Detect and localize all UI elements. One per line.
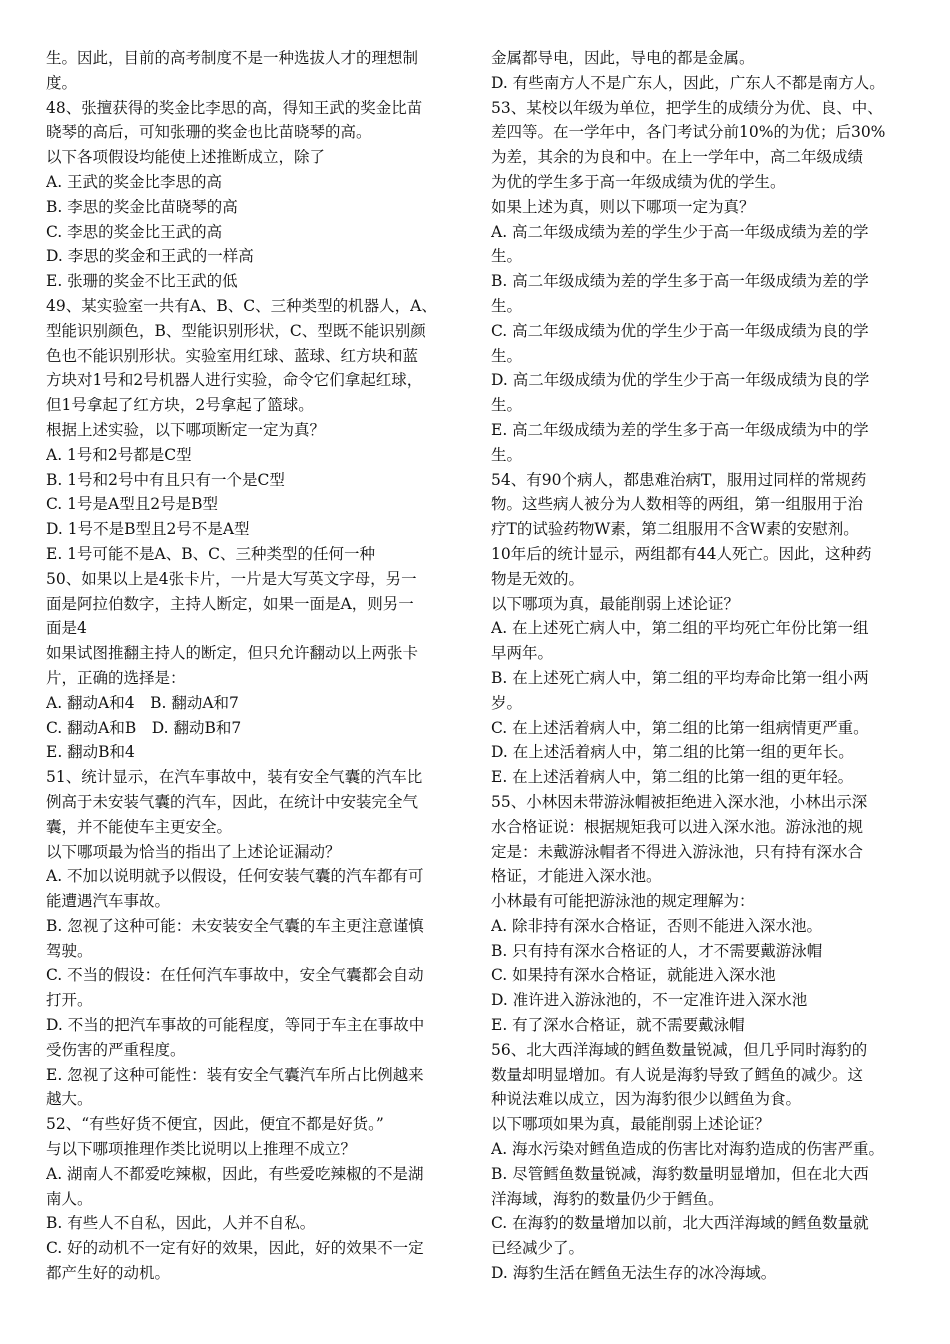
text-line: 54、有90个病人，都患难治病T，服用过同样的常规药: [491, 470, 867, 489]
text-line: C. 好的动机不一定有好的效果，因此，好的效果不一定: [46, 1239, 424, 1258]
text-line: A. 在上述死亡病人中，第二组的平均死亡年份比第一组: [491, 619, 869, 638]
text-line: 如果试图推翻主持人的断定，但只允许翻动以上两张卡: [46, 644, 419, 663]
text-line: D. 在上述活着病人中，第二组的比第一组的更年长。: [491, 743, 854, 762]
text-line: 面是4: [46, 619, 87, 638]
text-line: 晓琴的高后，可知张珊的奖金也比苗晓琴的高。: [46, 123, 372, 142]
text-line: A. 高二年级成绩为差的学生少于高一年级成绩为差的学: [491, 222, 869, 241]
text-line: D. 李思的奖金和王武的一样高: [46, 247, 254, 266]
text-line: 10年后的统计显示，两组都有44人死亡。因此，这种药: [491, 544, 872, 563]
text-line: 48、张擅获得的奖金比李思的高，得知王武的奖金比苗: [46, 98, 423, 117]
text-line: A. 王武的奖金比李思的高: [46, 172, 223, 191]
text-line: 51、统计显示，在汽车事故中，装有安全气囊的汽车比: [46, 768, 423, 787]
text-line: 差四等。在一学年中，各门考试分前10%的为优；后30%: [491, 123, 886, 142]
text-line: E. 在上述活着病人中，第二组的比第一组的更年轻。: [491, 768, 854, 787]
text-line: 岁。: [491, 693, 523, 712]
text-line: 以下哪项为真，最能削弱上述论证？: [491, 594, 740, 613]
text-line: 以下哪项最为恰当的指出了上述论证漏动？: [46, 842, 341, 861]
text-line: C. 在上述活着病人中，第二组的比第一组病情更严重。: [491, 718, 869, 737]
text-line: 但1号拿起了红方块，2号拿起了篮球。: [46, 396, 314, 415]
text-line: 50、如果以上是4张卡片，一片是大写英文字母，另一: [46, 569, 417, 588]
text-line: B. 高二年级成绩为差的学生多于高一年级成绩为差的学: [491, 272, 869, 291]
text-line: D. 有些南方人不是广东人，因此，广东人不都是南方人。: [491, 73, 885, 92]
text-line: 种说法难以成立，因为海豹很少以鳕鱼为食。: [491, 1090, 802, 1109]
text-line: 生。: [491, 296, 523, 315]
text-line: B. 忽视了这种可能：未安装安全气囊的车主更注意谨慎: [46, 916, 424, 935]
text-line: E. 忽视了这种可能性：装有安全气囊汽车所占比例越来: [46, 1065, 424, 1084]
text-line: B. 在上述死亡病人中，第二组的平均寿命比第一组小两: [491, 668, 869, 687]
text-line: 疗T的试验药物W素，第二组服用不含W素的安慰剂。: [491, 520, 859, 539]
text-line: 数量却明显增加。有人说是海豹导致了鳕鱼的减少。这: [491, 1065, 864, 1084]
text-line: 根据上述实验，以下哪项断定一定为真？: [46, 420, 326, 439]
text-line: 早两年。: [491, 644, 554, 663]
text-line: 生。: [491, 247, 523, 266]
text-line: 如果上述为真，则以下哪项一定为真？: [491, 197, 755, 216]
text-line: B. 1号和2号中有且只有一个是C型: [46, 470, 285, 489]
right-text-column: [491, 46, 911, 1286]
text-line: 色也不能识别形状。实验室用红球、蓝球、红方块和蓝: [46, 346, 419, 365]
text-line: 物。这些病人被分为人数相等的两组，第一组服用于治: [491, 495, 864, 514]
text-line: C. 1号是A型且2号是B型: [46, 495, 218, 514]
left-text-column: [46, 46, 466, 1286]
text-line: 已经减少了。: [491, 1239, 585, 1258]
text-line: C. 高二年级成绩为优的学生少于高一年级成绩为良的学: [491, 321, 869, 340]
text-line: 以下哪项如果为真，最能削弱上述论证？: [491, 1115, 771, 1134]
text-line: 例高于未安装气囊的汽车，因此，在统计中安装完全气: [46, 792, 419, 811]
text-line: 小林最有可能把游泳池的规定理解为：: [491, 892, 755, 911]
text-line: D. 1号不是B型且2号不是A型: [46, 520, 250, 539]
text-line: C. 不当的假设：在任何汽车事故中，安全气囊都会自动: [46, 966, 424, 985]
text-line: 型能识别颜色，B、型能识别形状，C、型既不能识别颜: [46, 321, 426, 340]
text-line: A. 1号和2号都是C型: [46, 445, 192, 464]
text-line: E. 有了深水合格证，就不需要戴泳帽: [491, 1016, 745, 1035]
text-line: 为差，其余的为良和中。在上一学年中，高二年级成绩: [491, 148, 864, 167]
text-line: 55、小林因未带游泳帽被拒绝进入深水池，小林出示深: [491, 792, 868, 811]
text-line: 以下各项假设均能使上述推断成立，除了: [46, 148, 326, 167]
text-line: 定是：未戴游泳帽者不得进入游泳池，只有持有深水合: [491, 842, 864, 861]
text-line: 越大。: [46, 1090, 93, 1109]
text-line: 格证，才能进入深水池。: [491, 867, 662, 886]
text-line: D. 准许进入游泳池的，不一定准许进入深水池: [491, 991, 808, 1010]
text-line: 53、某校以年级为单位，把学生的成绩分为优、良、中、: [491, 98, 883, 117]
text-line: 52、“有些好货不便宜，因此，便宜不都是好货。”: [46, 1115, 384, 1134]
text-line: B. 尽管鳕鱼数量锐减，海豹数量明显增加，但在北大西: [491, 1164, 869, 1183]
text-line: 方块对1号和2号机器人进行实验，命令它们拿起红球，: [46, 371, 423, 390]
text-line: D. 海豹生活在鳕鱼无法生存的冰冷海域。: [491, 1264, 777, 1283]
text-line: B. 李思的奖金比苗晓琴的高: [46, 197, 238, 216]
text-line: E. 高二年级成绩为差的学生多于高一年级成绩为中的学: [491, 420, 869, 439]
text-line: 能遭遇汽车事故。: [46, 892, 171, 911]
text-line: 与以下哪项推理作类比说明以上推理不成立？: [46, 1140, 357, 1159]
text-line: 水合格证说：根据规矩我可以进入深水池。游泳池的规: [491, 817, 864, 836]
text-line: C. 如果持有深水合格证，就能进入深水池: [491, 966, 776, 985]
text-line: A. 湖南人不都爱吃辣椒，因此，有些爱吃辣椒的不是湖: [46, 1164, 424, 1183]
text-line: D. 高二年级成绩为优的学生少于高一年级成绩为良的学: [491, 371, 870, 390]
text-line: 打开。: [46, 991, 93, 1010]
text-line: D. 不当的把汽车事故的可能程度，等同于车主在事故中: [46, 1016, 425, 1035]
text-line: C. 李思的奖金比王武的高: [46, 222, 223, 241]
text-line: B. 只有持有深水合格证的人，才不需要戴游泳帽: [491, 941, 823, 960]
text-line: E. 张珊的奖金不比王武的低: [46, 272, 238, 291]
text-line: A. 不加以说明就予以假设，任何安装气囊的汽车都有可: [46, 867, 424, 886]
text-line: 驾驶。: [46, 941, 93, 960]
text-line: 生。因此，目前的高考制度不是一种选拔人才的理想制: [46, 49, 419, 67]
text-line: 面是阿拉伯数字，主持人断定，如果一面是A，则另一: [46, 594, 414, 613]
text-line: 56、北大西洋海域的鳕鱼数量锐减，但几乎同时海豹的: [491, 1040, 868, 1059]
text-line: 片，正确的选择是：: [46, 668, 186, 687]
text-line: A. 翻动A和4 B. 翻动A和7: [46, 693, 239, 712]
text-line: 洋海域，海豹的数量仍少于鳕鱼。: [491, 1189, 724, 1208]
text-line: 度。: [46, 73, 78, 92]
text-line: A. 除非持有深水合格证，否则不能进入深水池。: [491, 916, 823, 935]
text-line: 南人。: [46, 1189, 93, 1208]
text-line: 受伤害的严重程度。: [46, 1040, 186, 1059]
text-line: C. 在海豹的数量增加以前，北大西洋海域的鳕鱼数量就: [491, 1214, 869, 1233]
text-line: 49、某实验室一共有A、B、C、三种类型的机器人，A、: [46, 296, 437, 315]
text-line: A. 海水污染对鳕鱼造成的伤害比对海豹造成的伤害严重。: [491, 1140, 885, 1159]
text-line: 物是无效的。: [491, 569, 585, 588]
text-line: 金属都导电，因此，导电的都是金属。: [491, 49, 755, 67]
text-line: E. 1号可能不是A、B、C、三种类型的任何一种: [46, 544, 375, 563]
text-line: C. 翻动A和B D. 翻动B和7: [46, 718, 242, 737]
text-line: E. 翻动B和4: [46, 743, 135, 762]
text-line: B. 有些人不自私，因此，人并不自私。: [46, 1214, 316, 1233]
text-line: 为优的学生多于高一年级成绩为优的学生。: [491, 172, 786, 191]
text-line: 生。: [491, 396, 523, 415]
text-line: 生。: [491, 346, 523, 365]
text-line: 都产生好的动机。: [46, 1264, 171, 1283]
text-line: 生。: [491, 445, 523, 464]
text-line: 囊，并不能使车主更安全。: [46, 817, 233, 836]
